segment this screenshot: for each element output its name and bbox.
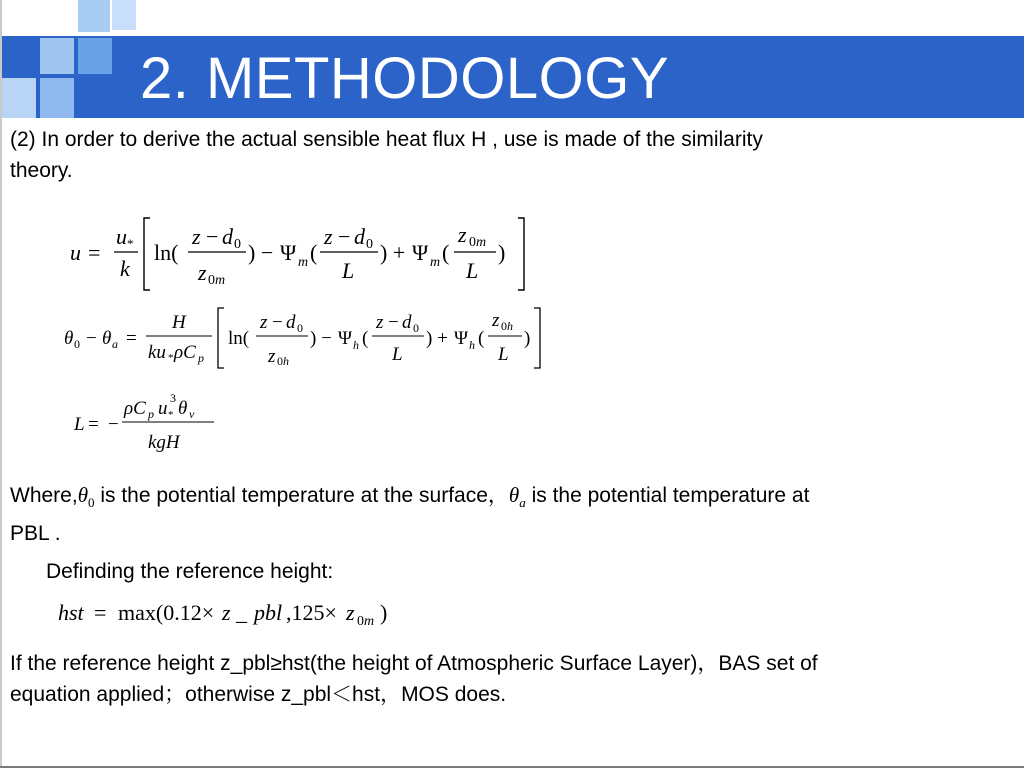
closing-paragraph	[10, 648, 1020, 710]
svg-text:m: m	[430, 255, 441, 270]
svg-text:*: *	[127, 236, 134, 251]
svg-text:(: (	[478, 328, 485, 349]
theta0-symbol: $\theta_0$	[77, 483, 95, 511]
svg-text:=: =	[88, 414, 99, 435]
svg-text:k: k	[120, 256, 130, 281]
svg-text:) +: ) +	[380, 240, 406, 265]
svg-text:d: d	[402, 312, 412, 333]
closing-line-2: equation applied；otherwise z_pbl＜hst，MOS does.	[10, 683, 507, 706]
where-line-1	[10, 480, 1010, 518]
svg-text:z: z	[222, 600, 231, 625]
svg-text:−: −	[206, 224, 219, 249]
equation-temperature-profile	[62, 304, 552, 381]
svg-text:z: z	[376, 312, 384, 333]
svg-text:(: (	[362, 328, 369, 349]
svg-text:u: u	[158, 398, 168, 419]
svg-text:−: −	[108, 414, 119, 435]
svg-text:z: z	[492, 310, 500, 331]
svg-text:,125×: ,125×	[286, 600, 337, 625]
svg-text:θ: θ	[102, 328, 112, 349]
svg-text:=: =	[94, 600, 107, 625]
svg-text:0: 0	[413, 321, 419, 335]
svg-text:d: d	[354, 224, 365, 249]
svg-text:ln(: ln(	[154, 240, 179, 265]
svg-text:Ψ: Ψ	[412, 240, 429, 265]
decorative-square	[112, 0, 136, 30]
slide-left-border	[0, 0, 2, 768]
thetaa-description: is the potential temperature at	[525, 484, 810, 507]
svg-text:0h: 0h	[501, 319, 513, 333]
svg-text:0m: 0m	[208, 273, 226, 288]
svg-text:0: 0	[74, 337, 80, 351]
equation-obukhov-length	[72, 388, 232, 461]
svg-text:0m: 0m	[469, 235, 487, 250]
svg-text:θ: θ	[178, 398, 188, 419]
svg-text:L: L	[342, 258, 355, 283]
intro-line-1: (2) In order to derive the actual sensible heat flux H , use is made of the similarity	[10, 128, 763, 151]
intro-line-2: theory.	[10, 159, 73, 182]
svg-text:_: _	[236, 600, 247, 625]
decorative-square	[78, 38, 112, 74]
svg-text:) +: ) +	[426, 328, 448, 349]
svg-text:) −: ) −	[310, 328, 332, 349]
svg-text:hst: hst	[58, 600, 84, 625]
svg-text:u: u	[116, 224, 127, 249]
svg-text:0: 0	[297, 321, 303, 335]
svg-text:0h: 0h	[277, 354, 289, 368]
svg-text:kgH: kgH	[148, 432, 180, 453]
svg-text:−: −	[272, 312, 283, 333]
equation-wind-profile	[66, 212, 546, 301]
decorative-square	[40, 78, 74, 118]
svg-text:L: L	[392, 344, 403, 365]
svg-text:z: z	[192, 224, 201, 249]
svg-text:z: z	[268, 346, 276, 367]
svg-text:ρC: ρC	[174, 342, 196, 363]
svg-text:=: =	[88, 240, 101, 265]
svg-text:p: p	[148, 407, 154, 421]
svg-text:Ψ: Ψ	[280, 240, 297, 265]
svg-text:L: L	[466, 258, 479, 283]
svg-text:u: u	[70, 240, 81, 265]
svg-text:−: −	[86, 328, 97, 349]
svg-text:z: z	[260, 312, 268, 333]
closing-line-1: If the reference height z_pbl≥hst(the height of Atmospheric Surface Layer)，BAS set of	[10, 652, 818, 675]
svg-text:(: (	[442, 240, 450, 265]
svg-text:Ψ: Ψ	[338, 328, 353, 349]
theta0-description: is the potential temperature at the surface，	[94, 484, 509, 507]
equation-reference-height	[56, 596, 446, 637]
thetaa-symbol: $\theta_a$	[508, 483, 526, 511]
svg-text:−: −	[388, 312, 399, 333]
decorative-square	[0, 78, 36, 118]
where-line-2: PBL .	[10, 522, 61, 546]
svg-text:−: −	[338, 224, 351, 249]
reference-height-heading: Definding the reference height:	[46, 560, 334, 583]
svg-text:z: z	[458, 222, 467, 247]
svg-text:*: *	[168, 409, 174, 421]
svg-text:max(0.12×: max(0.12×	[118, 600, 215, 625]
svg-text:0: 0	[366, 237, 373, 252]
svg-text:pbl: pbl	[254, 600, 283, 625]
decorative-square	[40, 38, 74, 74]
svg-text:θ: θ	[64, 328, 74, 349]
slide-title: 2. METHODOLOGY	[140, 46, 670, 111]
svg-text:0: 0	[234, 237, 241, 252]
svg-text:L: L	[74, 414, 85, 435]
svg-text:*: *	[168, 352, 174, 364]
svg-text:ln(: ln(	[228, 328, 250, 349]
intro-paragraph	[10, 124, 1010, 186]
svg-text:0m: 0m	[357, 614, 375, 629]
svg-text:z: z	[324, 224, 333, 249]
svg-text:d: d	[222, 224, 233, 249]
svg-text:h: h	[469, 338, 475, 352]
svg-text:p: p	[198, 351, 204, 365]
svg-text:z: z	[346, 600, 355, 625]
svg-text:m: m	[298, 255, 309, 270]
svg-text:3: 3	[170, 391, 176, 405]
svg-text:(: (	[310, 240, 318, 265]
svg-text:d: d	[286, 312, 296, 333]
svg-text:H: H	[172, 312, 186, 333]
decorative-square	[78, 0, 110, 32]
svg-text:ρC: ρC	[124, 398, 146, 419]
svg-text:L: L	[498, 344, 509, 365]
where-paragraph	[10, 480, 1010, 549]
svg-text:h: h	[353, 338, 359, 352]
svg-text:v: v	[189, 407, 195, 421]
svg-text:a: a	[112, 337, 118, 351]
svg-text:) −: ) −	[248, 240, 274, 265]
svg-text:z: z	[198, 260, 207, 285]
svg-text:ku: ku	[148, 342, 166, 363]
svg-text:): )	[380, 600, 388, 625]
svg-text:=: =	[126, 328, 137, 349]
svg-text:): )	[524, 328, 531, 349]
svg-text:): )	[498, 240, 506, 265]
where-lead: Where,	[10, 484, 78, 507]
svg-text:Ψ: Ψ	[454, 328, 469, 349]
